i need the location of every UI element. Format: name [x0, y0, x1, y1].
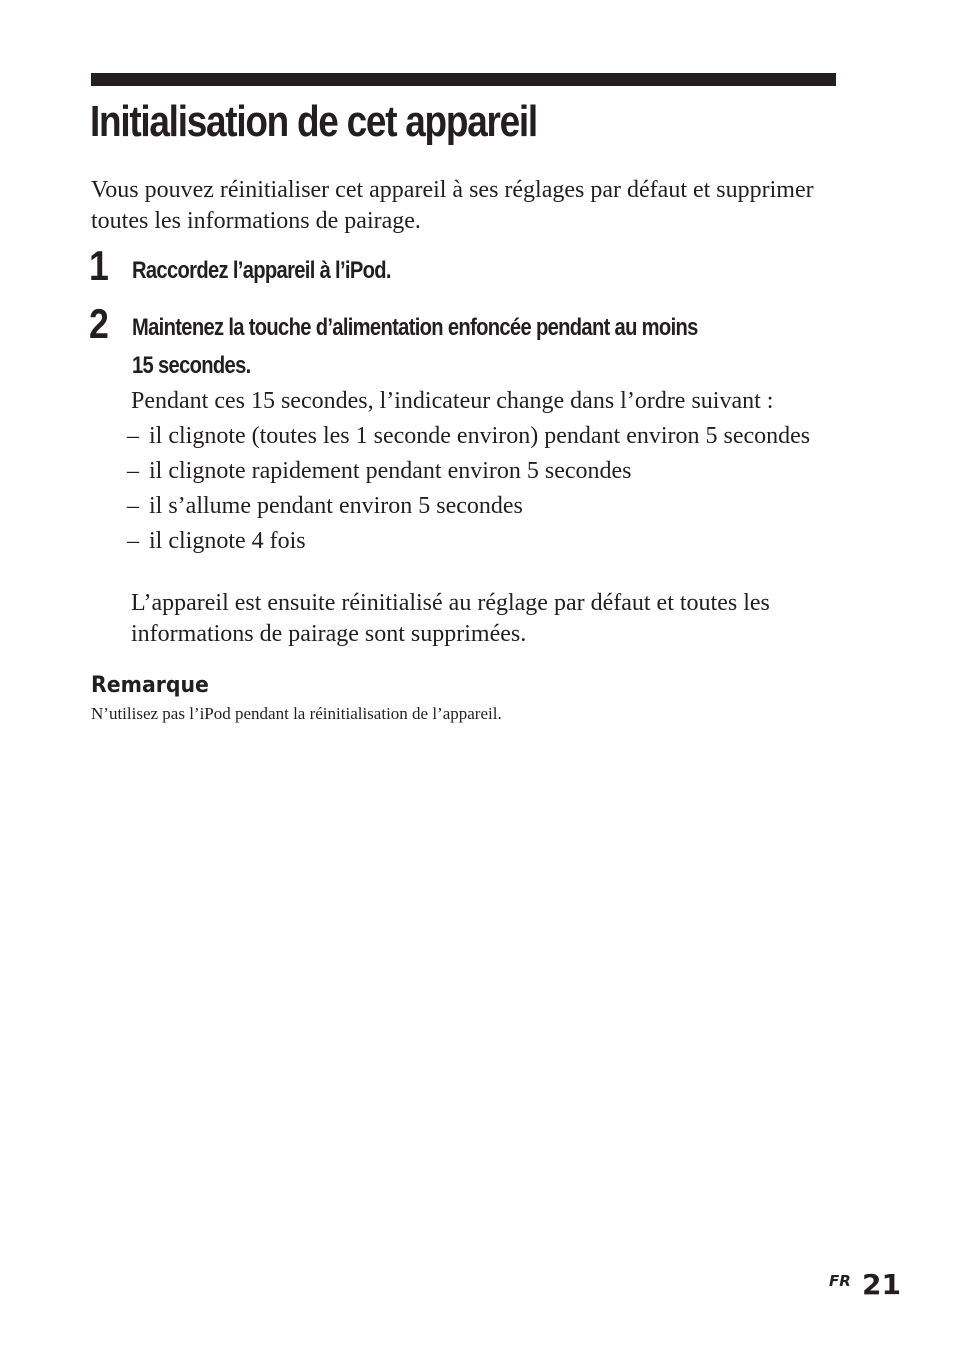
- page-number: 21: [862, 1268, 901, 1301]
- list-item-text: il s’allume pendant environ 5 secondes: [149, 493, 523, 519]
- list-item-text: il clignote (toutes les 1 seconde environ) pendant environ 5 secondes: [149, 423, 811, 449]
- list-item: [127, 491, 827, 522]
- indicator-sequence-list: [127, 421, 827, 561]
- list-item: [127, 526, 827, 557]
- step-2-heading-line-2: 15 secondes.: [132, 352, 251, 379]
- step-2-number: 2: [89, 300, 109, 347]
- note-title: Remarque: [91, 673, 209, 698]
- dash-bullet: –: [127, 528, 139, 554]
- page-title: Initialisation de cet appareil: [90, 97, 537, 146]
- dash-bullet: –: [127, 458, 139, 484]
- step-2-closing: L’appareil est ensuite réinitialisé au réglage par défaut et toutes les informations de pairage sont supprimées.: [131, 590, 770, 647]
- list-item-text: il clignote 4 fois: [149, 528, 306, 554]
- title-rule: [91, 73, 836, 86]
- step-1-heading: Raccordez l’appareil à l’iPod.: [132, 257, 391, 284]
- dash-bullet: –: [127, 493, 139, 519]
- language-label: FR: [829, 1272, 851, 1290]
- dash-bullet: –: [127, 423, 139, 449]
- list-item-text: il clignote rapidement pendant environ 5 secondes: [149, 458, 632, 484]
- step-2-body: Pendant ces 15 secondes, l’indicateur change dans l’ordre suivant :: [131, 388, 774, 414]
- intro-paragraph: Vous pouvez réinitialiser cet appareil à ses réglages par défaut et supprimer toutes les informations de pairage.: [91, 177, 814, 234]
- step-2-heading: [132, 309, 698, 385]
- note-text: N’utilisez pas l’iPod pendant la réinitialisation de l’appareil.: [91, 704, 502, 723]
- list-item: [127, 456, 827, 487]
- step-1-number: 1: [89, 242, 109, 289]
- list-item: [127, 421, 827, 452]
- step-2-heading-line-1: Maintenez la touche d’alimentation enfoncée pendant au moins: [132, 314, 698, 341]
